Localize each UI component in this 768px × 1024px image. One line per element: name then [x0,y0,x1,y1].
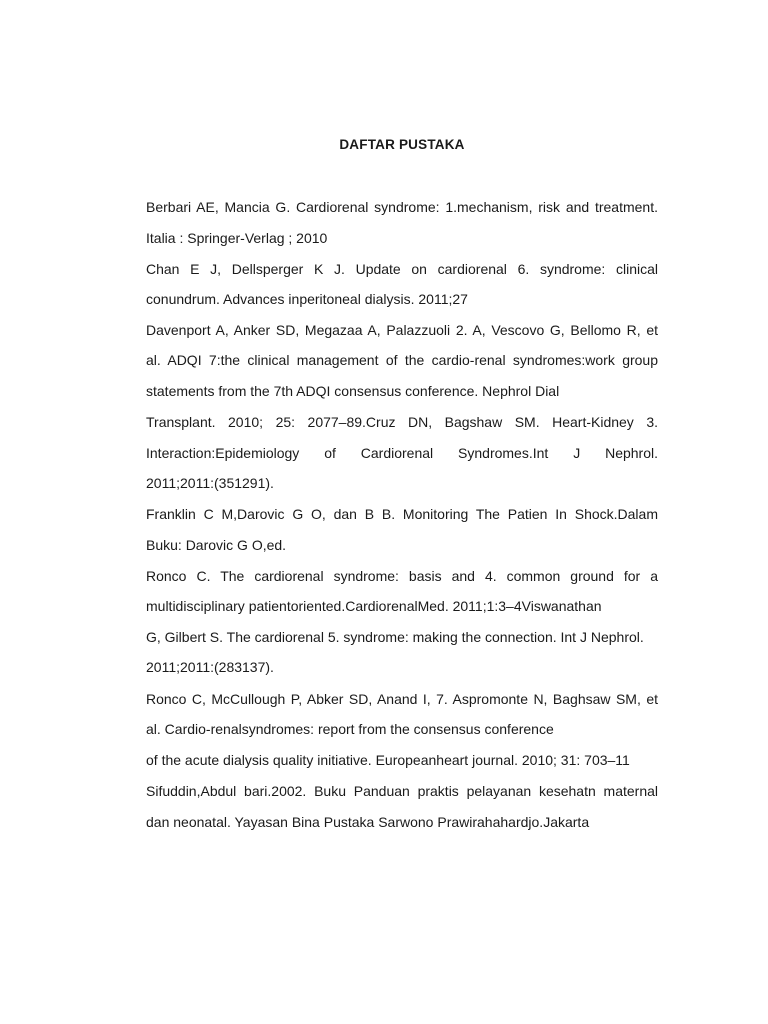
reference-line: al. Cardio-renalsyndromes: report from the consensus conference [146,721,554,737]
reference-line: Franklin C M,Darovic G O, dan B B. Monitoring The Patien In Shock.Dalam [146,506,658,522]
reference-line: Transplant. 2010; 25: 2077–89.Cruz DN, Bagshaw SM. Heart-Kidney 3. [146,414,658,430]
reference-line: dan neonatal. Yayasan Bina Pustaka Sarwono Prawirahahardjo.Jakarta [146,814,590,830]
reference-line: Sifuddin,Abdul bari.2002. Buku Panduan praktis pelayanan kesehatn maternal [146,783,658,799]
reference-line: multidisciplinary patientoriented.CardiorenalMed. 2011;1:3–4Viswanathan [146,598,602,614]
reference-line: al. ADQI 7:the clinical management of the cardio-renal syndromes:work group [146,352,658,368]
reference-line: Ronco C, McCullough P, Abker SD, Anand I, 7. Aspromonte N, Baghsaw SM, et [146,691,658,707]
reference-line: statements from the 7th ADQI consensus conference. Nephrol Dial [146,383,560,399]
reference-line: Italia : Springer-Verlag ; 2010 [146,230,328,246]
reference-line: Davenport A, Anker SD, Megazaa A, Palazzuoli 2. A, Vescovo G, Bellomo R, et [146,322,658,338]
reference-line: 2011;2011:(351291). [146,475,274,491]
reference-line: G, Gilbert S. The cardiorenal 5. syndrome: making the connection. Int J Nephrol. [146,629,644,645]
reference-line: of the acute dialysis quality initiative. Europeanheart journal. 2010; 31: 703–11 [146,752,630,768]
reference-line: Buku: Darovic G O,ed. [146,537,287,553]
page-title: DAFTAR PUSTAKA [339,137,465,152]
reference-line: Chan E J, Dellsperger K J. Update on cardiorenal 6. syndrome: clinical [146,261,658,277]
reference-line: conundrum. Advances inperitoneal dialysis. 2011;27 [146,291,468,307]
reference-line: Ronco C. The cardiorenal syndrome: basis and 4. common ground for a [146,568,658,584]
reference-line: Berbari AE, Mancia G. Cardiorenal syndrome: 1.mechanism, risk and treatment. [146,199,658,215]
reference-line: 2011;2011:(283137). [146,659,274,675]
reference-line: Interaction:Epidemiology of Cardiorenal Syndromes.Int J Nephrol. [146,445,658,461]
